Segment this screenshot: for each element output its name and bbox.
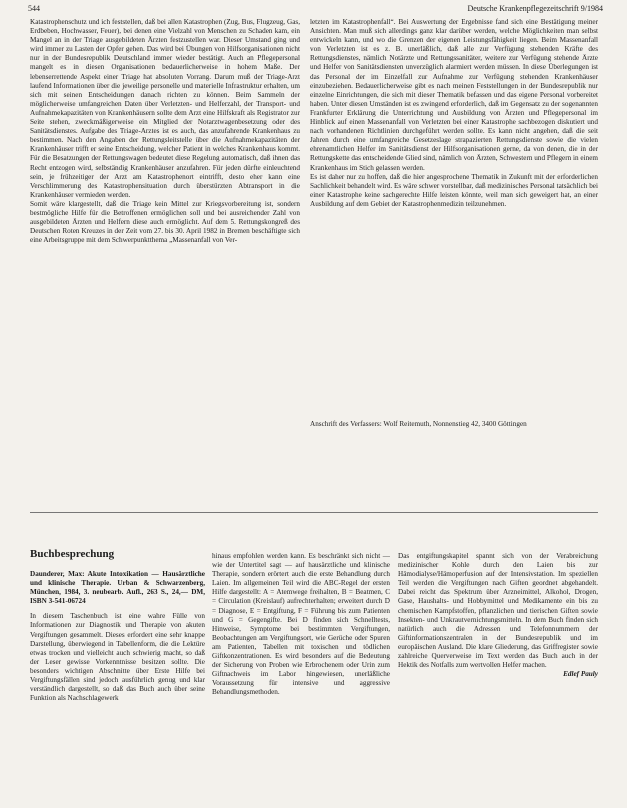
review-paragraph: hinaus empfohlen werden kann. Es beschränkt sich nicht — wie der Untertitel sagt — auf hausärztliche und klinische Therapie, sondern erörtert auch die erste Behandlung durch Laien. Im allgemeinen Teil wird die ABC-Regel der ersten Hilfe dargestellt: A = Atemwege freihalten, B = Beatmen, C = Circulation (Kreislauf) aufrechterhalten; erweitert durch D = Diagnose, E = Entgiftung, F = Führung bis zum Patienten und G = Gegengifte. Bei D finden sich Schnelltests, Hinweise, Symptome bei bestimmten Vergiftungen, Beobachtungen am Vergiftungsort, wie Gerüche oder Spuren am Patienten, Tabellen mit toxischen und tödlichen Giftkonzentrationen. Es wird besonders auf die Bedeutung der Sicherung von Proben wie Erbrochenem oder Urin zum Giftnachweis im Labor hingewiesen, unerläßliche Voraussetzung für intensive und aggressive Behandlungsmethoden. bbox=[212, 552, 390, 697]
section-divider bbox=[30, 512, 598, 513]
reviewer-signature: Edlef Pauly bbox=[563, 670, 598, 679]
author-address: Anschrift des Verfassers: Wolf Reitemuth, Nonnenstieg 42, 3400 Göttingen bbox=[310, 420, 527, 428]
review-left-column bbox=[30, 570, 205, 800]
review-paragraph: Das entgiftungskapitel spannt sich von der Verabreichung medizinischer Kohle durch den Laien bis zur Hämodialyse/Hämoperfusion auf der Intensivstation. Im speziellen Teil werden die Vergiftungen nach Giften geordnet abgehandelt. Dabei reicht das Spektrum über Arzneimittel, Alkohol, Drogen, Gase, Haushalts- und Hobbymittel und Medikamente ein bis zu chemischen Kampfstoffen, pflanzlichen und tierischen Giften sowie Insekten- und Unkrautvernichtungsmitteln. In dem Buch finden sich natürlich auch die Adressen und Telefonnummern der Giftinformationszentralen in der Bundesrepublik und im europäischen Ausland. Die klare Gliederung, das Griffregister sowie zahlreiche Querverweise im Text werden das Buch auch in der Hektik des Notfalls zum wertvollen Helfer machen. bbox=[398, 552, 598, 670]
page-number: 544 bbox=[28, 4, 40, 13]
article-paragraph: Katastrophenschutz und ich feststellen, daß bei allen Katastrophen (Zug, Bus, Flugzeug, Gas, Erdbeben, Hochwasser, Feuer), bei denen eine Vielzahl von Menschen zu Schaden kam, ein Mangel an in der Triage ausgebildeten Ärzten festzustellen war. Dieser Umstand ging und wird immer zu Lasten der Opfer gehen. Das wird bei Übungen von Hilfsorganisationen nicht nur in der Bundesrepublik Deutschland immer wieder bestätigt. Auch an Pflegepersonal mangelt es in diesen Organisationen bedauerlicherweise in hohem Maße. Der lebenserrettende Aspekt einer Triage hat absoluten Vorrang. Darum muß der Triage-Arzt laufend Informationen über die jeweilige personelle und materielle Infrastruktur erhalten, um sich mit seinen Entscheidungen danach richten zu können. Beim Sammeln der möglicherweise umfangreichen Daten über Verletzten- und Helferzahl, der Transport- und Aufnahmekapazitäten von Krankenhäusern sollte dem Arzt eine Hilfskraft als Registrator zur Seite stehen, zweckmäßigerweise ein Mitglied der Notarztwagenbesetzung oder des Sanitätsdienstes. Aufgabe des Triage-Arztes ist es auch, das anzufahrende Krankenhaus zu bestimmen. Nach den Angaben der Rettungsleitstelle über die Aufnahmekapazitäten der Krankenhäuser trifft er seine Entscheidung, welcher Patient in welches Krankenhaus kommt. Für die Besatzungen der Rettungswagen bedeutet diese Regelung automatisch, daß ihnen das Recht entzogen wird, selbständig Krankenhäuser anzufahren. Für jeden dürfte einleuchtend sein, je frühzeitiger der Arzt am Katastrophenort eintrifft, desto eher kann eine Verschlimmerung des Katastrophensituation durch überstürzten Abtransport in die Krankenhäuser vermieden werden. bbox=[30, 18, 300, 199]
review-paragraph: In diesem Taschenbuch ist eine wahre Fülle von Informationen zur Diagnostik und Therapie von akuten Vergiftungen gesammelt. Dieses erfordert eine sehr knappe Darstellung, überwiegend in Tabellenform, die die Lektüre etwas trocken und vielleicht auch schwierig macht, so daß der Leser gewisse Vorkenntnisse besitzen sollte. Die besonders wichtigen Abschnitte über Erste Hilfe bei Vergiftungsfällen sind jedoch ausführlich genug und klar verständlich dargestellt, so daß das Buch auch über seine Funktion als Nachschlagewerk bbox=[30, 612, 205, 703]
article-right-column bbox=[310, 18, 598, 408]
review-middle-column bbox=[212, 552, 390, 802]
article-paragraph: Es ist daher nur zu hoffen, daß die hier angesprochene Thematik in Zukunft mit der erforderlichen Sachlichkeit behandelt wird. Es wäre schwer vorstellbar, daß medizinisches Personal tatsächlich bei einer Katastrophe keine sachgerechte Hilfe leisten könnte, weil man sich geweigert hat, an einer Ausbildung auf dem Gebiet der Katastrophenmedizin teilzunehmen. bbox=[310, 172, 598, 208]
article-paragraph: Somit wäre klargestellt, daß die Triage kein Mittel zur Kriegsvorbereitung ist, sondern bestmögliche Hilfe für die Betroffenen ermöglichen soll und bei ausreichender Zahl von ausgebildeten Ärzten und Helfern diese auch ermöglicht. Auf dem 5. Rettungskongreß des Deutschen Roten Kreuzes in der Zeit vom 27. bis 30. April 1982 in Bremen beschäftigte sich eine Arbeitsgruppe mit dem Schwerpunktthema „Massenanfall von Ver- bbox=[30, 199, 300, 245]
article-paragraph: letzten im Katastrophenfall“. Bei Auswertung der Ergebnisse fand sich eine Bestätigung meiner Ansichten. Man muß sich allerdings ganz klar darüber werden, welche Möglichkeiten man selbst entwickeln kann, und wo die Grenzen der eigenen Leistungsfähigkeit liegen. Beim Massenanfall von Verletzten ist es z. B. unerläßlich, daß alle zur Verfügung stehenden Kräfte des Rettungsdienstes, nämlich Notärzte und Rettungssanitäter, weitere zur Verfügung stehende Ärzte und Helfer von Sanitätsdiensten unverzüglich alarmiert werden müssen. In diese Überlegungen ist das Personal der im Einzelfall zur Aufnahme zur Verfügung stehenden Krankenhäuser einzubeziehen. Bedauerlicherweise gibt es nach meinen Feststellungen in der Bundesrepublik nur einzelne Einrichtungen, die sich mit dieser Thematik befassen und das eigene Personal vorbereitet haben. Unter diesen Umständen ist es zwingend erforderlich, daß im Gegensatz zu der sogenannten Frankfurter Erklärung die Unterrichtung und Ausbildung von Ärzten und Pflegepersonal im Hinblick auf einen Massenanfall von Verletzten bei einer Katastrophe sachbezogen diskutiert und nach vorhandenen Richtlinien durchgeführt werden sollte. Es kann nicht angehen, daß die seit Jahren durch eine umfangreiche Gesetzeslage strapazierten Rettungsdienste sowie die vielen ehrenamtlichen Helfer im Sanitätsdienst der Hilfsorganisationen gerne, da von denen, die in der Rettungskette das entscheidende Glied sind, nämlich von Ärzten, Schwestern und Pflegern in einem Krankenhaus im Stich gelassen werden. bbox=[310, 18, 598, 172]
book-citation: Daunderer, Max: Akute Intoxikation — Hausärztliche und klinische Therapie. Urban & Schwarzenberg, München, 1984, 3. neubearb. Aufl., 263 S., 24,— DM, ISBN 3-541-06724 bbox=[30, 570, 205, 606]
review-right-column bbox=[398, 552, 598, 802]
article-left-column bbox=[30, 18, 300, 468]
running-header: Deutsche Krankenpflegezeitschrift 9/1984 bbox=[467, 4, 603, 13]
section-title: Buchbesprechung bbox=[30, 548, 115, 560]
